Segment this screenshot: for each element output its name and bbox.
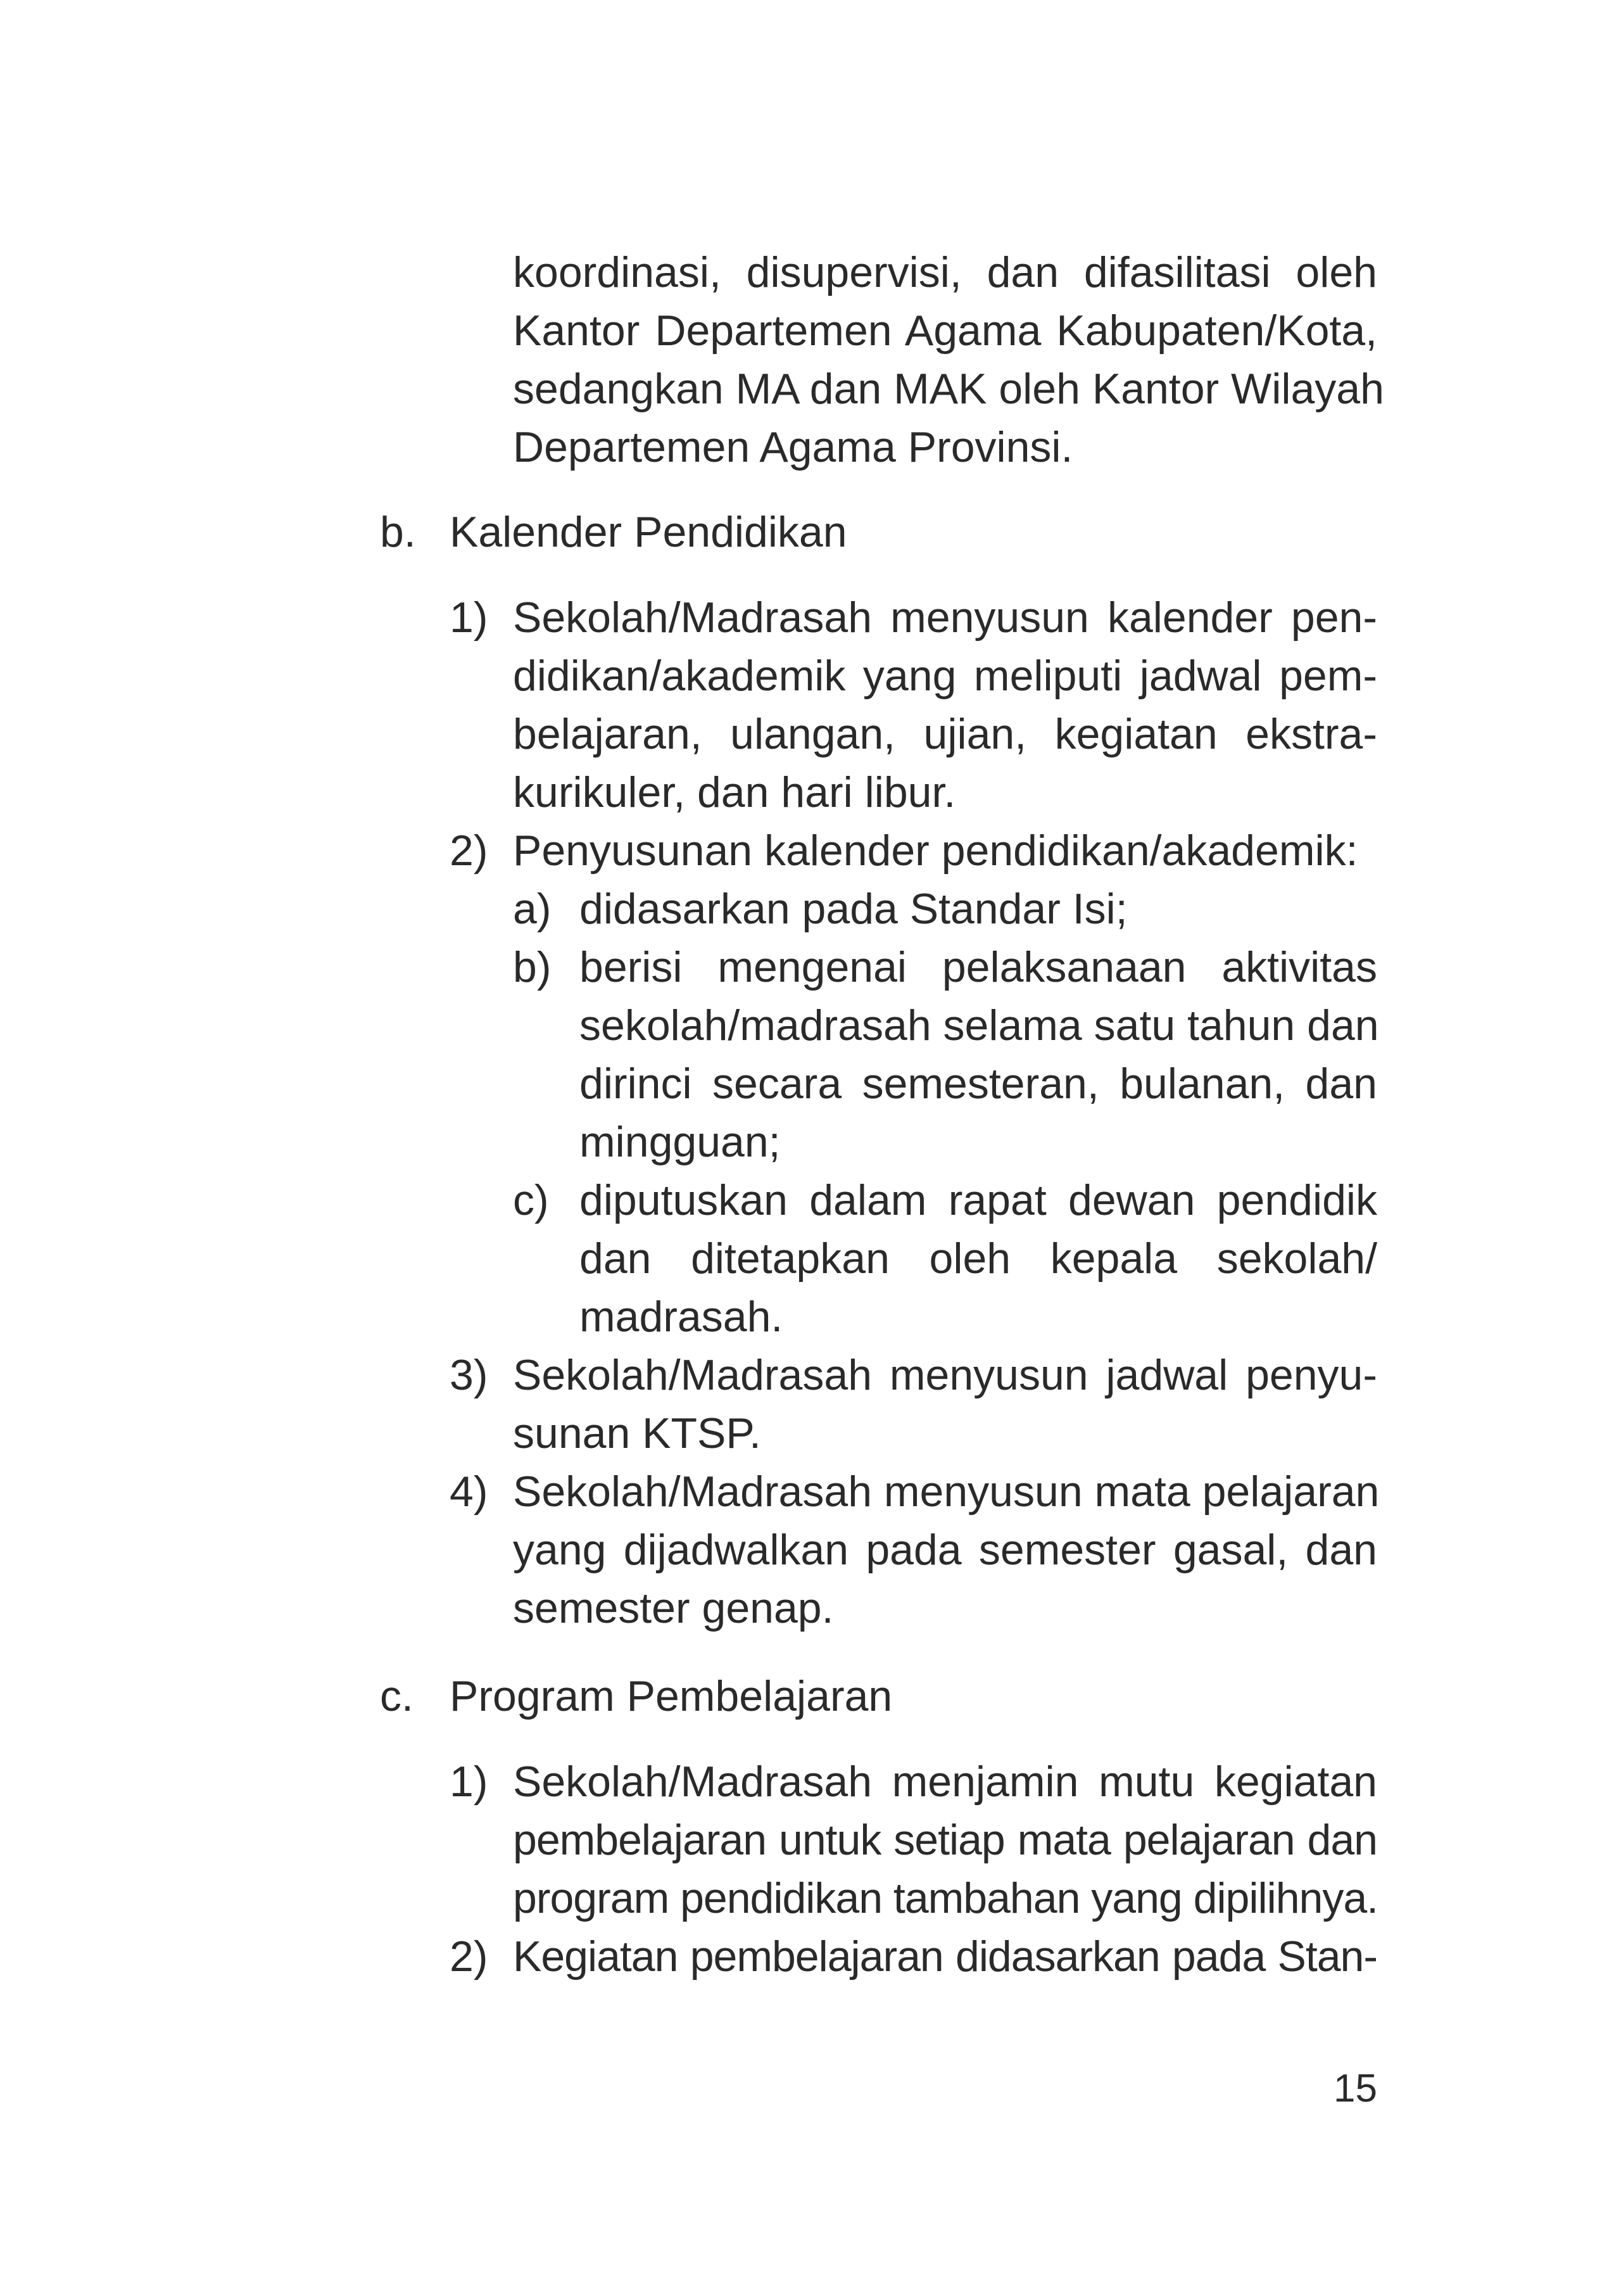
list-item-line: sunan KTSP. bbox=[513, 1409, 761, 1457]
sublist-item-line: madrasah. bbox=[579, 1293, 783, 1341]
list-item-marker: 2) bbox=[450, 827, 488, 875]
sublist-item-marker: b) bbox=[513, 943, 552, 991]
page-number: 15 bbox=[1334, 2067, 1377, 2110]
intro-line: koordinasi, disupervisi, dan difasilitasi oleh bbox=[513, 248, 1377, 296]
list-item-marker: 3) bbox=[450, 1351, 488, 1399]
sublist-item-marker: a) bbox=[513, 885, 552, 933]
list-item-line: program pendidikan tambahan yang dipilihnya. bbox=[513, 1874, 1378, 1922]
list-item-line: Sekolah/Madrasah menyusun mata pelajaran bbox=[513, 1468, 1380, 1516]
list-item-marker: 1) bbox=[450, 1758, 488, 1806]
intro-line: Kantor Departemen Agama Kabupaten/Kota, bbox=[513, 307, 1377, 355]
list-item-line: yang dijadwalkan pada semester gasal, dan bbox=[513, 1526, 1377, 1574]
sublist-item-line: didasarkan pada Standar Isi; bbox=[579, 885, 1128, 933]
list-item-marker: 4) bbox=[450, 1468, 488, 1516]
section-c-marker: c. bbox=[380, 1672, 413, 1720]
sublist-item-line: diputuskan dalam rapat dewan pendidik bbox=[579, 1176, 1377, 1224]
list-item-line: Penyusunan kalender pendidikan/akademik: bbox=[513, 827, 1358, 875]
section-c-title: Program Pembelajaran bbox=[450, 1672, 893, 1720]
sublist-item-line: sekolah/madrasah selama satu tahun dan bbox=[579, 1001, 1379, 1050]
list-item-marker: 2) bbox=[450, 1932, 488, 1981]
list-item-line: Kegiatan pembelajaran didasarkan pada Stan- bbox=[513, 1932, 1377, 1981]
intro-line: Departemen Agama Provinsi. bbox=[513, 423, 1073, 471]
list-item-line: Sekolah/Madrasah menjamin mutu kegiatan bbox=[513, 1758, 1377, 1806]
list-item-line: Sekolah/Madrasah menyusun kalender pen- bbox=[513, 593, 1377, 642]
list-item-line: Sekolah/Madrasah menyusun jadwal penyu- bbox=[513, 1351, 1377, 1399]
sublist-item-line: dan ditetapkan oleh kepala sekolah/ bbox=[579, 1234, 1377, 1283]
list-item-line: didikan/akademik yang meliputi jadwal pem- bbox=[513, 652, 1377, 700]
list-item-line: semester genap. bbox=[513, 1584, 834, 1632]
list-item-line: pembelajaran untuk setiap mata pelajaran dan bbox=[513, 1816, 1377, 1864]
sublist-item-line: mingguan; bbox=[579, 1118, 781, 1166]
sublist-item-marker: c) bbox=[513, 1176, 549, 1224]
intro-line: sedangkan MA dan MAK oleh Kantor Wilayah bbox=[513, 365, 1384, 413]
section-b-title: Kalender Pendidikan bbox=[450, 508, 847, 556]
list-item-line: belajaran, ulangan, ujian, kegiatan ekstra- bbox=[513, 710, 1377, 758]
section-b-marker: b. bbox=[380, 508, 416, 556]
list-item-line: kurikuler, dan hari libur. bbox=[513, 768, 956, 816]
list-item-marker: 1) bbox=[450, 593, 488, 642]
sublist-item-line: dirinci secara semesteran, bulanan, dan bbox=[579, 1060, 1377, 1108]
sublist-item-line: berisi mengenai pelaksanaan aktivitas bbox=[579, 943, 1377, 991]
